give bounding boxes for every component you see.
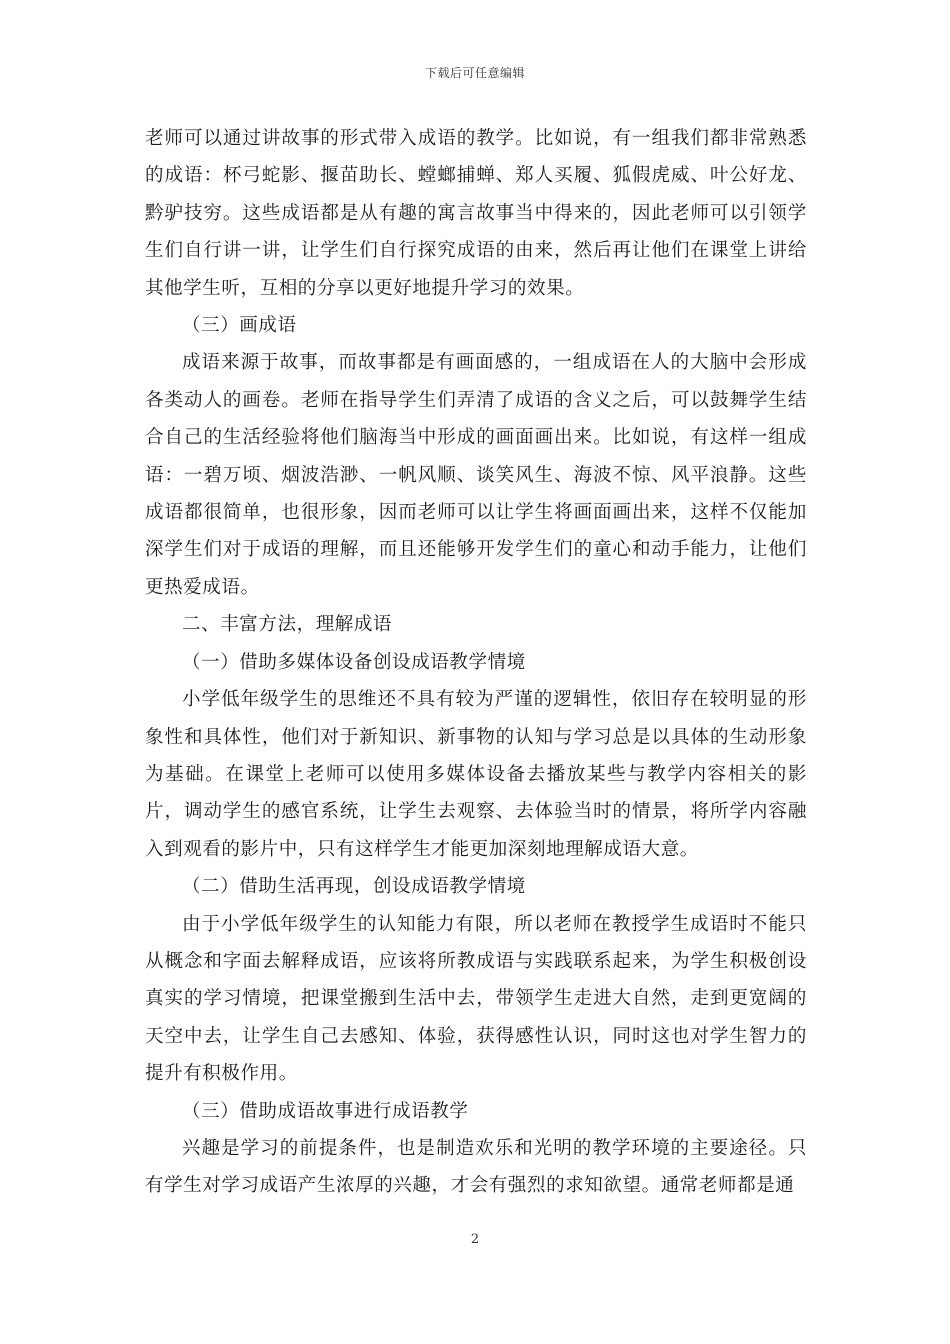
document-body [145,120,807,1205]
section-heading-draw-idioms: （三）画成语 [182,315,297,337]
paragraph-continued: 老师可以通过讲故事的形式带入成语的教学。比如说，有一组我们都非常熟悉的成语：杯弓蛇影、揠苗助长、螳螂捕蝉、郑人买履、狐假虎威、叶公好龙、黔驴技穷。这些成语都是从有趣的寓言故事当中得来的，因此老师可以引领学生们自行讲一讲，让学生们自行探究成语的由来，然后再让他们在课堂上讲给其他学生听，互相的分享以更好地提升学习的效果。 [145,128,807,299]
subsection-heading-multimedia: （一）借助多媒体设备创设成语教学情境 [182,651,526,673]
subsection-heading-life-scenes: （二）借助生活再现，创设成语教学情境 [182,876,526,898]
paragraph: 成语来源于故事，而故事都是有画面感的，一组成语在人的大脑中会形成各类动人的画卷。老师在指导学生们弄清了成语的含义之后，可以鼓舞学生结合自己的生活经验将他们脑海当中形成的画面画出来。比如说，有这样一组成语：一碧万顷、烟波浩渺、一帆风顺、谈笑风生、海波不惊、风平浪静。这些成语都很简单，也很形象，因而老师可以让学生将画面画出来，这样不仅能加深学生们对于成语的理解，而且还能够开发学生们的童心和动手能力，让他们更热爱成语。 [145,352,807,598]
section-heading-enrich-methods: 二、丰富方法，理解成语 [182,614,393,636]
paragraph-continues: 兴趣是学习的前提条件，也是制造欢乐和光明的教学环境的主要途径。只有学生对学习成语产生浓厚的兴趣，才会有强烈的求知欲望。通常老师都是通 [145,1137,807,1197]
page-header: 下载后可任意编辑 [424,66,525,80]
paragraph: 由于小学低年级学生的认知能力有限，所以老师在教授学生成语时不能只从概念和字面去解释成语，应该将所教成语与实践联系起来，为学生积极创设真实的学习情境，把课堂搬到生活中去，带领学生走进大自然，走到更宽阔的天空中去，让学生自己去感知、体验，获得感性认识，同时这也对学生智力的提升有积极作用。 [145,913,807,1085]
paragraph: 小学低年级学生的思维还不具有较为严谨的逻辑性，依旧存在较明显的形象性和具体性，他们对于新知识、新事物的认知与学习总是以具体的生动形象为基础。在课堂上老师可以使用多媒体设备去播放某些与教学内容相关的影片，调动学生的感官系统，让学生去观察、去体验当时的情景，将所学内容融入到观看的影片中，只有这样学生才能更加深刻地理解成语大意。 [145,689,807,860]
subsection-heading-idiom-stories: （三）借助成语故事进行成语教学 [182,1100,469,1122]
page-number: 2 [470,1232,480,1247]
